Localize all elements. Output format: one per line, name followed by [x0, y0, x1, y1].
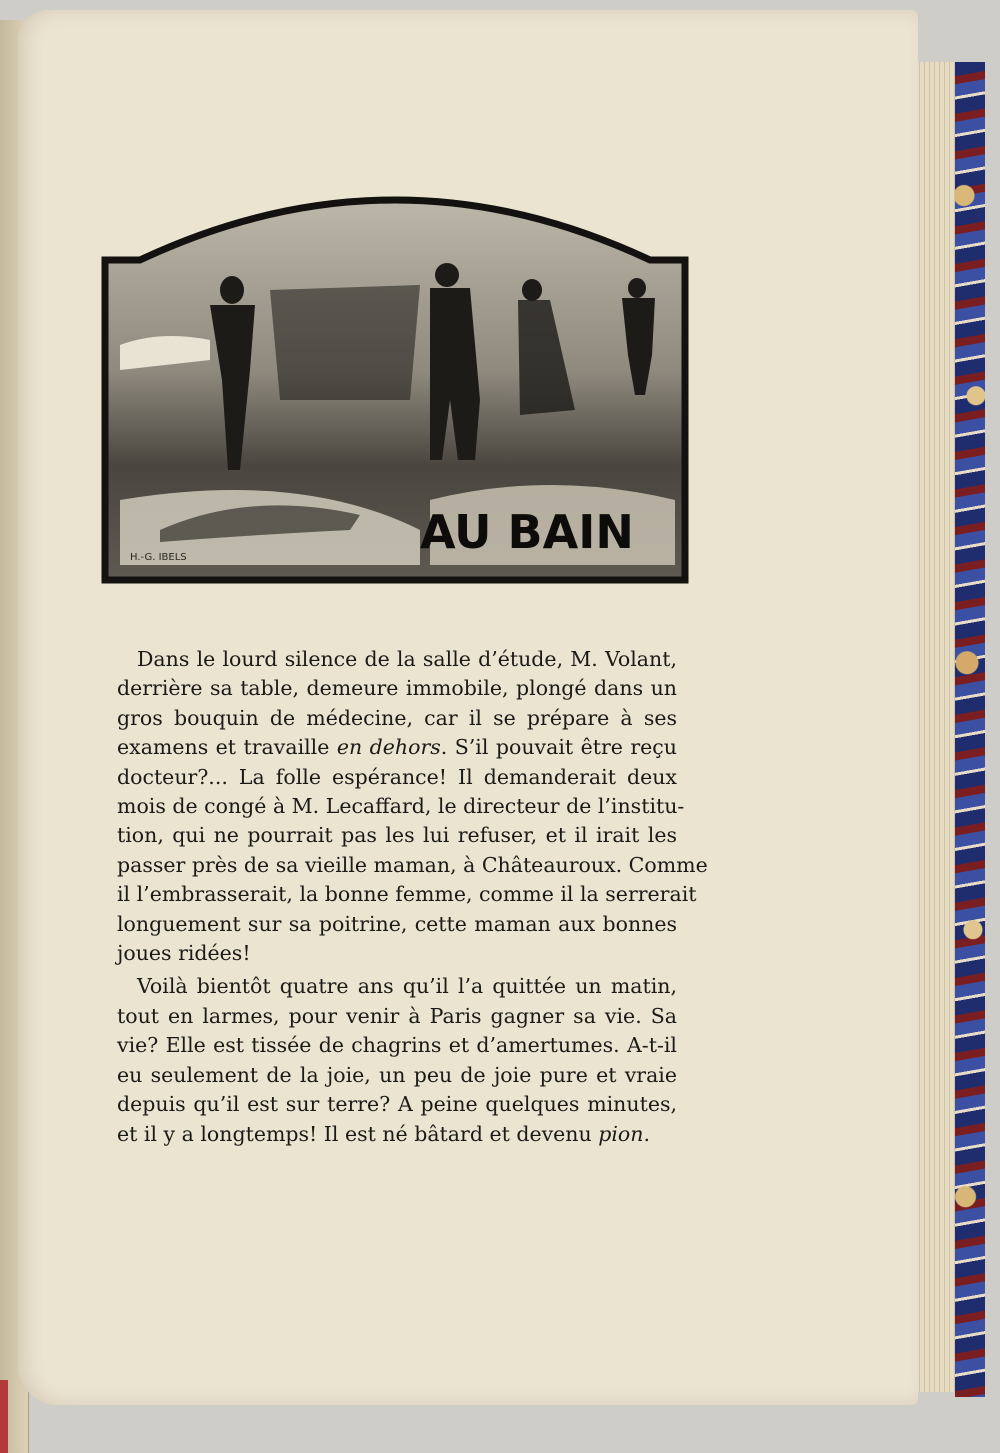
italic-text: pion	[598, 1121, 644, 1146]
body-text	[117, 645, 708, 1153]
text-segment: .	[643, 1121, 650, 1146]
text-line: gros bouquin de médecine, car il se prépare à ses	[117, 705, 677, 730]
title-lettering: AU BAIN	[420, 505, 634, 559]
left-cover-edge	[0, 1380, 8, 1453]
text-segment: examens et travaille	[117, 735, 337, 760]
text-line	[117, 1120, 677, 1149]
paragraph	[117, 972, 677, 1148]
text-line: depuis qu’il est sur terre? A peine quelques minutes,	[117, 1092, 677, 1117]
text-line: vie? Elle est tissée de chagrins et d’amertumes. A-t-il	[117, 1033, 677, 1058]
text-segment: . S’il pouvait être reçu	[440, 735, 677, 760]
text-segment: et il y a longtemps! Il est né bâtard et devenu	[117, 1121, 599, 1146]
paragraph	[117, 645, 708, 968]
text-line: longuement sur sa poitrine, cette maman aux bonnes	[117, 911, 677, 936]
text-line: il l’embrasserait, la bonne femme, comme il la serrerait	[117, 882, 697, 907]
text-line: tion, qui ne pourrait pas les lui refuser, et il irait les	[117, 823, 677, 848]
italic-text: en dehors	[336, 735, 441, 760]
text-line: tout en larmes, pour venir à Paris gagner sa vie. Sa	[117, 1003, 677, 1028]
text-line: eu seulement de la joie, un peu de joie pure et vraie	[117, 1062, 677, 1087]
text-line	[117, 733, 677, 762]
illustration-au-bain	[100, 170, 690, 585]
text-line: Voilà bientôt quatre ans qu’il l’a quittée un matin,	[137, 974, 677, 999]
text-line: mois de congé à M. Lecaffard, le directeur de l’institu-	[117, 794, 685, 819]
text-line: passer près de sa vieille maman, à Châteauroux. Comme	[117, 852, 708, 877]
text-line: joues ridées!	[117, 941, 251, 966]
marbled-edge	[955, 62, 985, 1397]
text-line: docteur?... La folle espérance! Il demanderait deux	[117, 764, 677, 789]
artist-signature: H.-G. IBELS	[130, 552, 187, 563]
text-line: Dans le lourd silence de la salle d’étude, M. Volant,	[137, 647, 677, 671]
text-line: derrière sa table, demeure immobile, plongé dans un	[117, 676, 677, 701]
